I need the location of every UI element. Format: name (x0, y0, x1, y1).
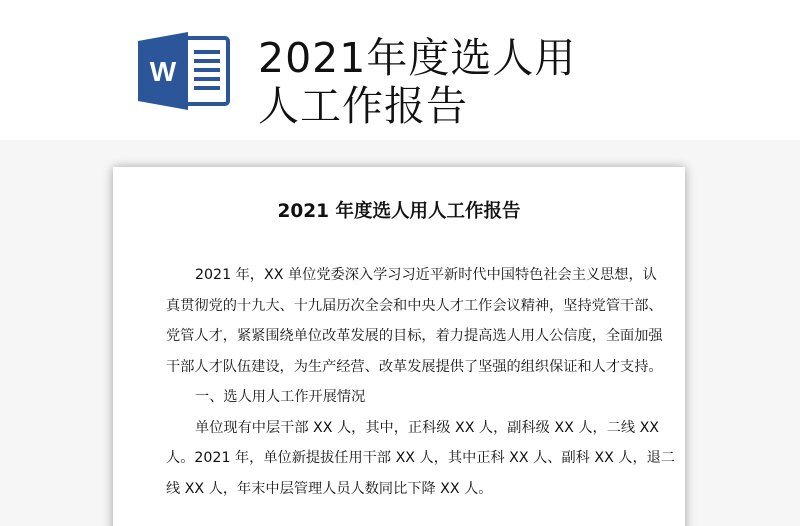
paragraph-line: 单位现有中层干部 XX 人，其中，正科级 XX 人，副科级 XX 人，二线 XX (195, 419, 660, 436)
paragraph-line: 线 XX 人，年末中层管理人员人数同比下降 XX 人。 (166, 480, 493, 497)
document-title: 2021 年度选人用人工作报告 (277, 201, 521, 222)
paragraph-line: 2021 年，XX 单位党委深入学习习近平新时代中国特色社会主义思想，认 (195, 267, 657, 283)
word-document-icon (138, 32, 230, 110)
paragraph-line: 干部人才队伍建设，为生产经营、改革发展提供了坚强的组织保证和人才支持。 (166, 358, 663, 375)
word-letter: W (149, 56, 177, 87)
header (0, 0, 800, 140)
paragraph-line: 真贯彻党的十九大、十九届历次全会和中央人才工作会议精神，坚持党管干部、 (166, 297, 663, 314)
document-body (166, 260, 676, 504)
section-heading: 一、选人用人工作开展情况 (195, 389, 366, 405)
document-page (113, 167, 685, 526)
paragraph-line: 党管人才，紧紧围绕单位改革发展的目标，着力提高选人用人公信度，全面加强 (166, 328, 663, 344)
header-title: 2021年度选人用 人工作报告 (258, 34, 577, 130)
paragraph-line: 人。2021 年，单位新提拔任用干部 XX 人，其中正科 XX 人、副科 XX 人，退二 (166, 450, 676, 466)
